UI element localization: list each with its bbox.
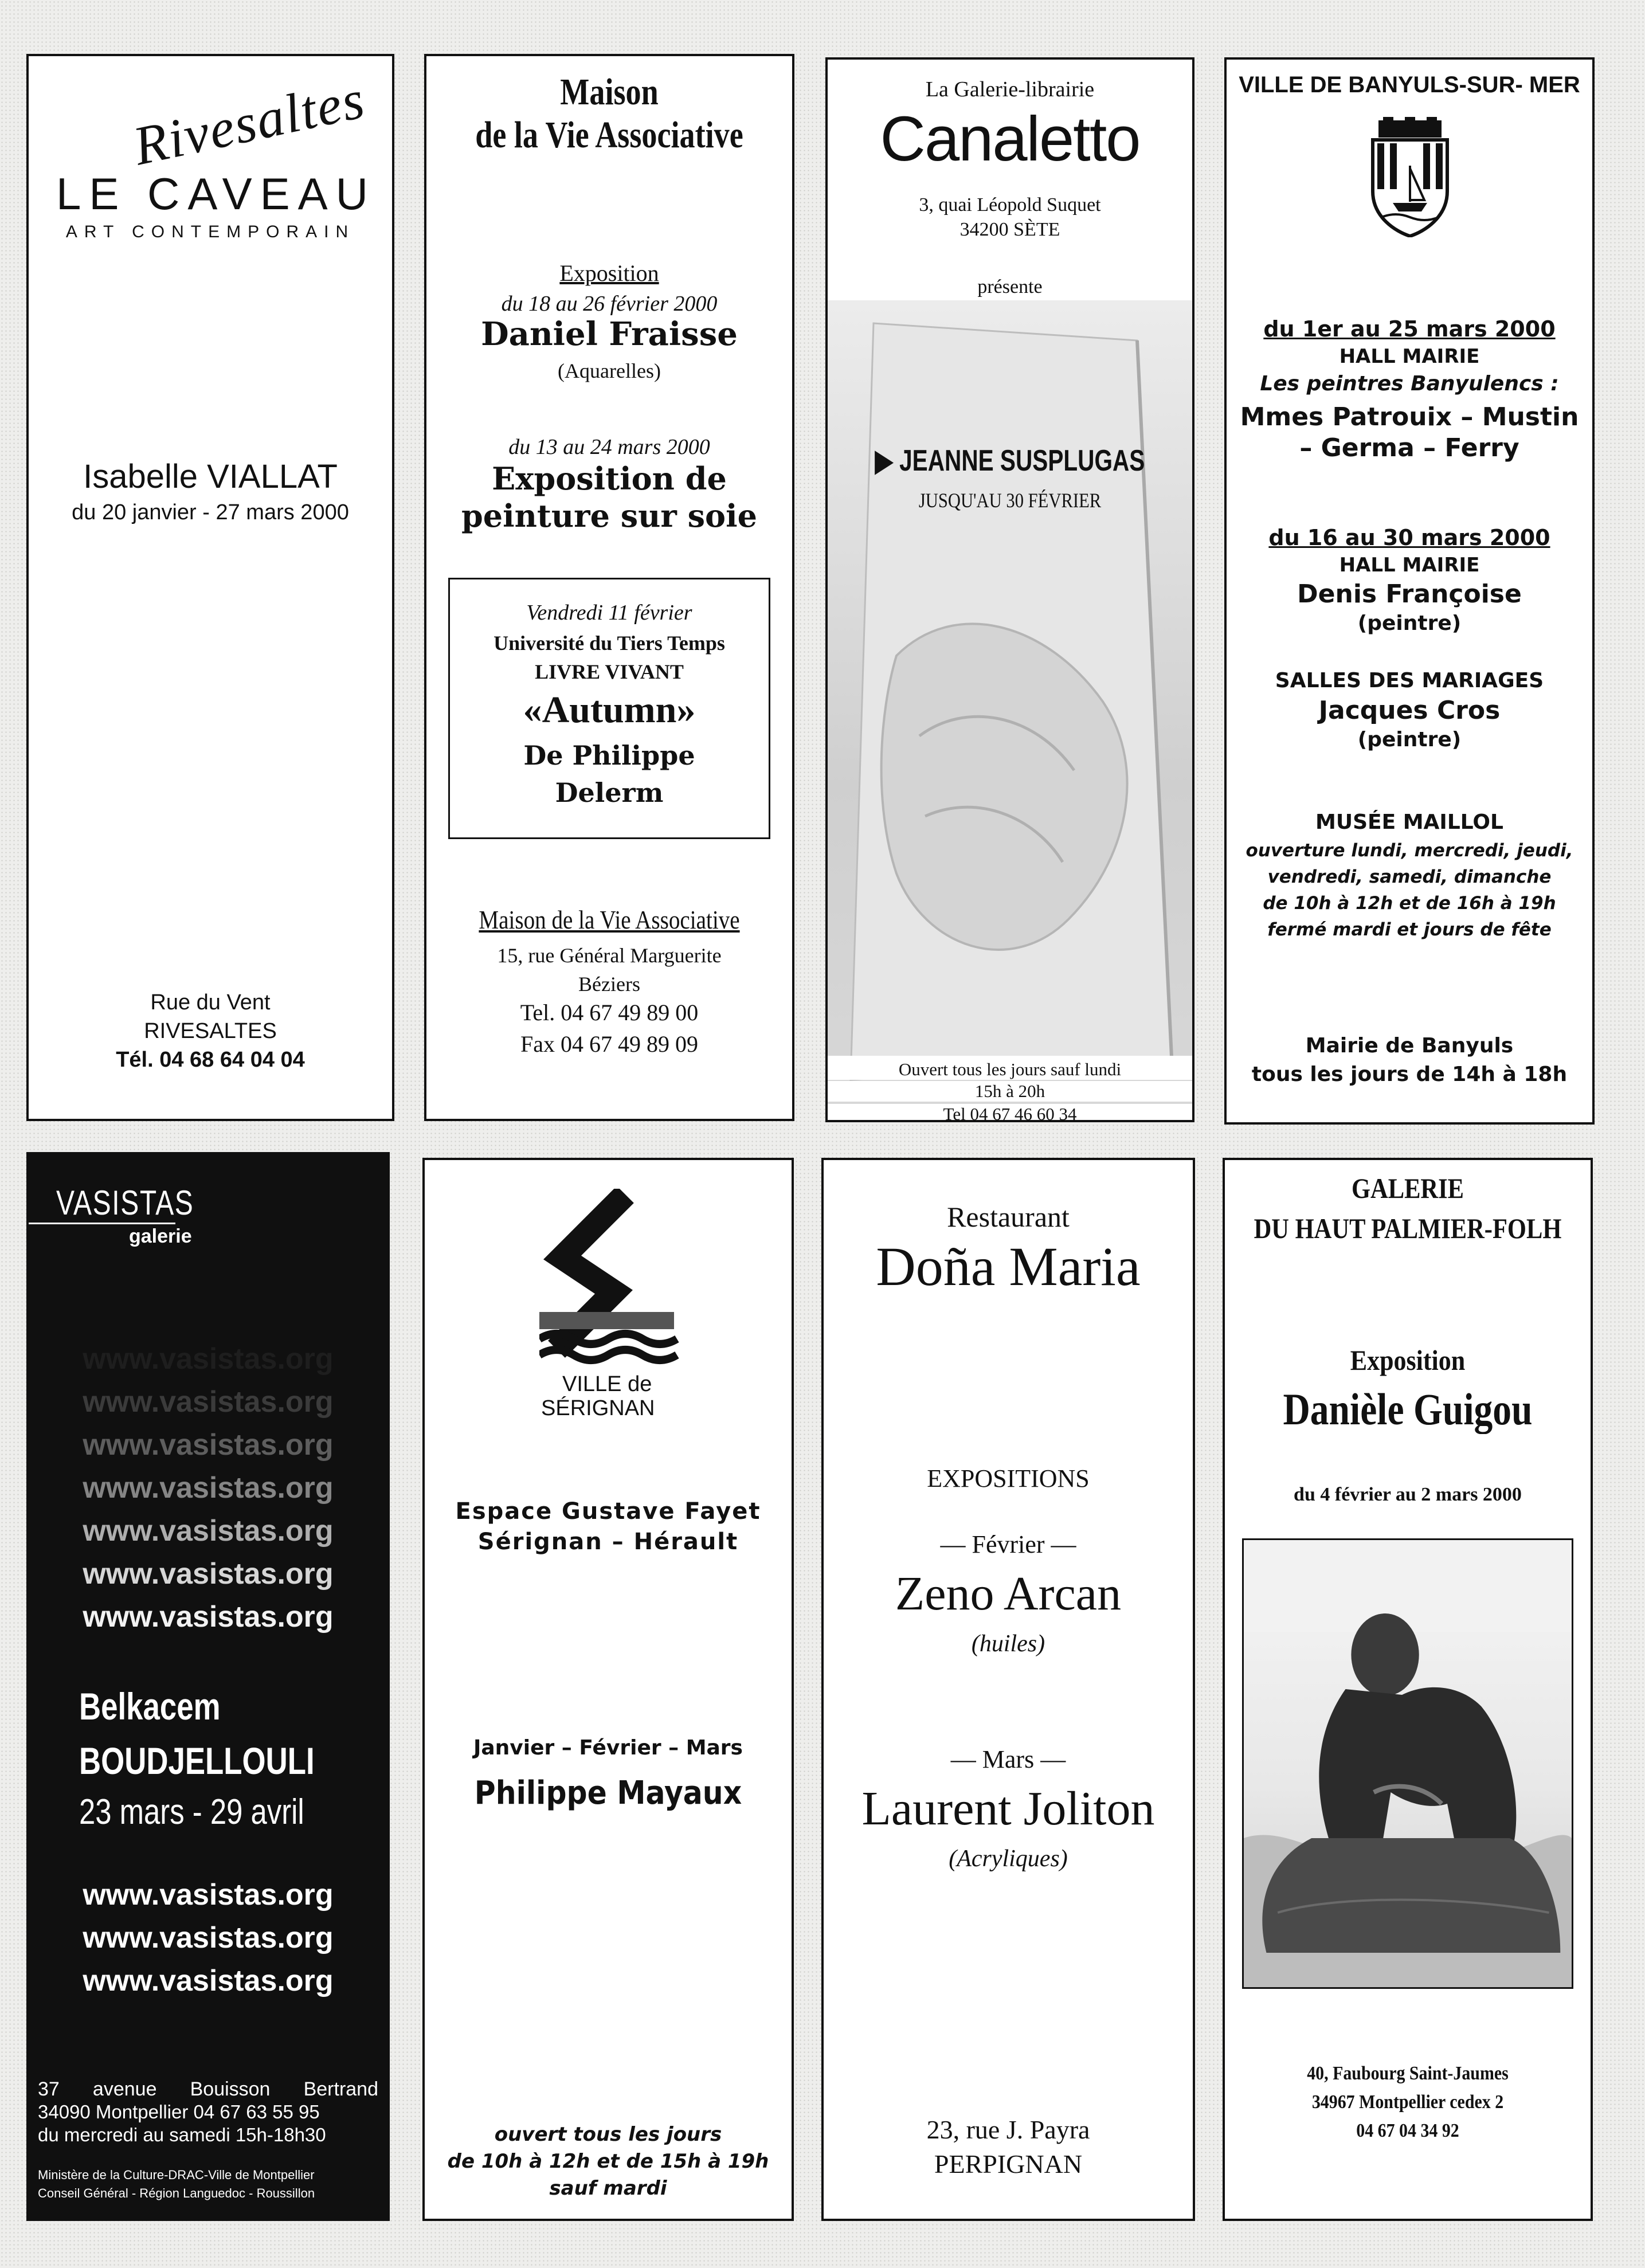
logo-wordmark: LE CAVEAU bbox=[56, 169, 377, 219]
url-line-7: www.vasistas.org bbox=[83, 1600, 334, 1634]
exhibition-months: Janvier – Février – Mars bbox=[473, 1736, 743, 1760]
block2-role: (peintre) bbox=[1357, 612, 1462, 635]
artist-name: Danièle Guigou bbox=[1283, 1384, 1533, 1434]
header-title: VILLE DE BANYULS-SUR- MER bbox=[1239, 72, 1580, 97]
box-livre-vivant: LIVRE VIVANT bbox=[535, 660, 684, 683]
exhibition-until: JUSQU'AU 30 FÉVRIER bbox=[918, 489, 1102, 512]
block1-names-line1: Mmes Patrouix – Mustin bbox=[1240, 402, 1579, 432]
header-title-line2: de la Vie Associative bbox=[475, 114, 743, 156]
footer-address: 15, rue Général Marguerite bbox=[497, 944, 722, 967]
hours-line1: ouvert tous les jours bbox=[494, 2123, 722, 2146]
musee-hours-line1: ouverture lundi, mercredi, jeudi, bbox=[1246, 840, 1573, 861]
url-line-9: www.vasistas.org bbox=[83, 1921, 334, 1954]
block1-names-line2: – Germa – Ferry bbox=[1299, 433, 1519, 463]
address-street: Rue du Vent bbox=[150, 990, 271, 1014]
address-street: 3, quai Léopold Suquet bbox=[919, 194, 1101, 216]
vasistas-wordmark: VASISTAS bbox=[29, 1183, 175, 1224]
url-line-5: www.vasistas.org bbox=[83, 1514, 334, 1548]
medium-march: (Acryliques) bbox=[949, 1846, 1068, 1872]
block1-subtitle: Les peintres Banyulencs : bbox=[1260, 372, 1559, 395]
ad-galerie-haut-palmier bbox=[1223, 1158, 1593, 2221]
url-list bbox=[29, 1338, 387, 1639]
header-title-line1: GALERIE bbox=[1351, 1172, 1464, 1204]
box-date: Vendredi 11 février bbox=[526, 601, 692, 625]
ad-le-caveau bbox=[26, 54, 394, 1121]
vasistas-logo bbox=[29, 1183, 212, 1248]
address-city: RIVESALTES bbox=[144, 1019, 277, 1043]
exhibition-dates: du 20 janvier - 27 mars 2000 bbox=[72, 500, 349, 524]
coat-of-arms-icon bbox=[1367, 117, 1453, 237]
box-author-line1: De Philippe bbox=[523, 740, 695, 771]
block2-dates: du 16 au 30 mars 2000 bbox=[1268, 525, 1550, 550]
url-line-8: www.vasistas.org bbox=[83, 1878, 334, 1911]
block2-place: HALL MAIRIE bbox=[1339, 554, 1480, 577]
ad-dona-maria bbox=[821, 1158, 1195, 2221]
footer-name: Maison de la Vie Associative bbox=[479, 905, 740, 934]
venue-location: Sérignan – Hérault bbox=[477, 1529, 739, 1555]
sculpture-photo bbox=[1242, 1538, 1573, 1989]
mairie-hours: tous les jours de 14h à 18h bbox=[1251, 1063, 1568, 1086]
logo-ville-de: VILLE de bbox=[562, 1372, 652, 1396]
block3-place: SALLES DES MARIAGES bbox=[1275, 669, 1544, 692]
ad-maison-vie-associative bbox=[424, 54, 794, 1121]
box-author-line2: Delerm bbox=[555, 777, 664, 808]
mairie-name: Mairie de Banyuls bbox=[1305, 1034, 1514, 1057]
artist-march: Laurent Joliton bbox=[861, 1782, 1155, 1835]
vasistas-subtitle: galerie bbox=[129, 1225, 192, 1247]
sponsor-line2: Conseil Général - Région Languedoc - Roussillon bbox=[38, 2186, 315, 2200]
exposition-medium: (Aquarelles) bbox=[558, 359, 661, 382]
url-line-6: www.vasistas.org bbox=[83, 1557, 334, 1591]
silk-exhibition-dates: du 13 au 24 mars 2000 bbox=[508, 435, 710, 459]
month-february: — Février — bbox=[940, 1530, 1076, 1558]
telephone: Tél. 04 68 64 04 04 bbox=[116, 1048, 305, 1072]
presente-label: présente bbox=[977, 276, 1043, 297]
restaurant-name: Doña Maria bbox=[876, 1236, 1141, 1297]
footer-tel: Tel. 04 67 49 89 00 bbox=[520, 1000, 699, 1025]
exhibition-dates: 23 mars - 29 avril bbox=[79, 1792, 304, 1832]
artist-february: Zeno Arcan bbox=[895, 1567, 1122, 1620]
exposition-label: Exposition bbox=[559, 260, 659, 286]
artist-first-name: Belkacem bbox=[79, 1685, 221, 1728]
logo-serignan: SÉRIGNAN bbox=[541, 1396, 655, 1420]
silk-exhibition-title1: Exposition de bbox=[492, 460, 727, 497]
hours-line2: de 10h à 12h et de 15h à 19h bbox=[447, 2150, 769, 2173]
livre-vivant-box bbox=[448, 578, 770, 839]
address-city: 34967 Montpellier cedex 2 bbox=[1311, 2091, 1504, 2113]
rivesaltes-script: Rivesaltes bbox=[128, 68, 370, 177]
venue-name: Espace Gustave Fayet bbox=[455, 1498, 761, 1525]
url-line-3: www.vasistas.org bbox=[83, 1428, 334, 1462]
artist-last-name: BOUDJELLOULI bbox=[79, 1740, 315, 1782]
url-line-10: www.vasistas.org bbox=[83, 1964, 334, 1997]
footer-fax: Fax 04 67 49 89 09 bbox=[520, 1031, 698, 1057]
ad-vasistas bbox=[26, 1152, 390, 2221]
month-march: — Mars — bbox=[950, 1745, 1066, 1773]
expositions-label: EXPOSITIONS bbox=[927, 1464, 1090, 1493]
silk-exhibition-title2: peinture sur soie bbox=[461, 498, 757, 534]
artist-name: Philippe Mayaux bbox=[474, 1775, 742, 1812]
opening-hours: 15h à 20h bbox=[828, 1081, 1192, 1102]
address-city-phone: 34090 Montpellier 04 67 63 55 95 bbox=[38, 2101, 320, 2122]
exhibition-artist-name: JEANNE SUSPLUGAS bbox=[899, 444, 1145, 477]
block3-role: (peintre) bbox=[1357, 728, 1462, 751]
ad-banyuls-sur-mer bbox=[1224, 57, 1595, 1125]
block2-name: Denis Françoise bbox=[1297, 579, 1522, 609]
relief-sculpture-image bbox=[828, 300, 1192, 1108]
musee-maillol-title: MUSÉE MAILLOL bbox=[1315, 810, 1503, 834]
box-university: Université du Tiers Temps bbox=[493, 632, 725, 655]
exposition-artist: Daniel Fraisse bbox=[481, 315, 738, 353]
exposition-dates: du 18 au 26 février 2000 bbox=[501, 292, 718, 316]
musee-hours-line3: de 10h à 12h et de 16h à 19h bbox=[1263, 893, 1556, 914]
url-line-4: www.vasistas.org bbox=[83, 1471, 334, 1505]
ad-serignan bbox=[422, 1158, 794, 2221]
ad-canaletto bbox=[825, 57, 1194, 1122]
header-title-line2: DU HAUT PALMIER-FOLH bbox=[1254, 1212, 1562, 1244]
address-street: 40, Faubourg Saint-Jaumes bbox=[1307, 2063, 1509, 2084]
logo-subtitle: ART CONTEMPORAIN bbox=[65, 222, 355, 241]
restaurant-label: Restaurant bbox=[947, 1201, 1070, 1233]
footer-city: Béziers bbox=[578, 973, 640, 996]
box-book-title: «Autumn» bbox=[523, 689, 696, 731]
address-city: 34200 SÈTE bbox=[959, 219, 1060, 240]
address-street: 23, rue J. Payra bbox=[926, 2115, 1090, 2144]
artist-name: Isabelle VIALLAT bbox=[83, 458, 338, 495]
exposition-label: Exposition bbox=[1350, 1344, 1466, 1376]
gallery-type: La Galerie-librairie bbox=[925, 77, 1095, 101]
header-title-line1: Maison bbox=[560, 71, 659, 113]
exhibition-dates: du 4 février au 2 mars 2000 bbox=[1294, 1484, 1522, 1505]
address-city: PERPIGNAN bbox=[934, 2149, 1083, 2179]
url-line-2: www.vasistas.org bbox=[83, 1385, 334, 1419]
canaletto-logo: Canaletto bbox=[880, 104, 1140, 174]
artwork-photo bbox=[828, 300, 1192, 1108]
opening-days: Ouvert tous les jours sauf lundi bbox=[828, 1056, 1192, 1080]
arrow-icon: ▶ bbox=[875, 444, 893, 477]
block1-place: HALL MAIRIE bbox=[1339, 345, 1480, 368]
telephone: 04 67 04 34 92 bbox=[1356, 2120, 1459, 2141]
le-caveau-logo bbox=[29, 68, 392, 245]
address-street: 37 avenue Bouisson Bertrand bbox=[38, 2078, 378, 2100]
sponsor-line1: Ministère de la Culture-DRAC-Ville de Montpellier bbox=[38, 2168, 315, 2182]
hours-line3: sauf mardi bbox=[549, 2177, 667, 2200]
musee-hours-line2: vendredi, samedi, dimanche bbox=[1267, 867, 1552, 887]
medium-february: (huiles) bbox=[971, 1631, 1045, 1657]
exhibition-artist bbox=[868, 444, 1152, 478]
block1-dates: du 1er au 25 mars 2000 bbox=[1263, 316, 1556, 342]
musee-hours-line4: fermé mardi et jours de fête bbox=[1267, 919, 1552, 940]
block3-name: Jacques Cros bbox=[1318, 696, 1501, 725]
opening-hours: du mercredi au samedi 15h-18h30 bbox=[38, 2124, 326, 2145]
url-line-1: www.vasistas.org bbox=[83, 1342, 334, 1376]
seated-figure-image bbox=[1244, 1540, 1572, 1987]
telephone: Tel 04 67 46 60 34 bbox=[828, 1104, 1192, 1122]
